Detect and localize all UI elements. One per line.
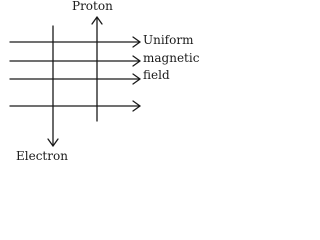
electron-path-arrow [48, 26, 58, 146]
electron-label: Electron [16, 149, 68, 163]
field-line-4 [10, 101, 140, 111]
proton-label: Proton [72, 0, 113, 13]
field-label-line-2: magnetic [143, 51, 200, 65]
field-label-line-1: Uniform [143, 33, 194, 47]
field-label-line-3: field [143, 68, 170, 82]
field-line-3 [10, 74, 140, 84]
field-line-2 [10, 56, 140, 66]
magnetic-field-diagram [0, 0, 218, 169]
field-line-1 [10, 37, 140, 47]
